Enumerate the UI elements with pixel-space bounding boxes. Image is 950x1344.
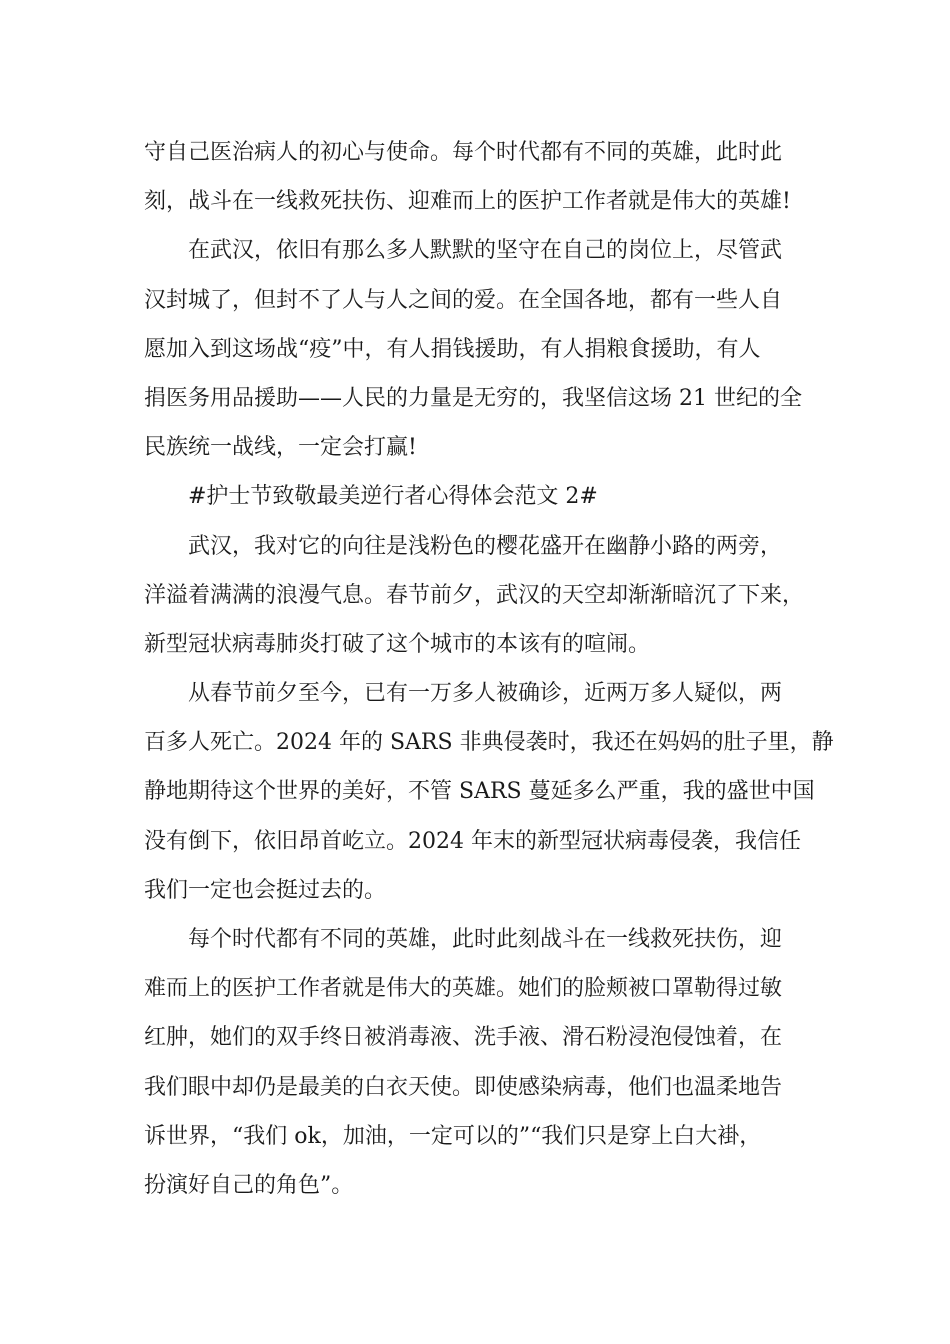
paragraph [144, 522, 814, 670]
text-line: 守自己医治病人的初心与使命。每个时代都有不同的英雄，此时此 [144, 140, 783, 165]
paragraph [144, 915, 814, 1210]
text-line: 民族统一战线，一定会打赢! [144, 435, 417, 461]
text-line: 红肿，她们的双手终日被消毒液、洗手液、滑石粉浸泡侵蚀着，在 [144, 1025, 783, 1051]
paragraph [144, 226, 814, 472]
text-line: 每个时代都有不同的英雄，此时此刻战斗在一线救死扶伤，迎 [188, 927, 783, 952]
text-line: 难而上的医护工作者就是伟大的英雄。她们的脸颊被口罩勒得过敏 [144, 976, 783, 1002]
text-line: 在武汉，依旧有那么多人默默的坚守在自己的岗位上，尽管武 [188, 238, 783, 264]
text-line: 愿加入到这场战“疫”中，有人捐钱援助，有人捐粮食援助，有人 [144, 336, 761, 362]
text-line: 没有倒下，依旧昂首屹立。2024 年末的新型冠状病毒侵袭，我信任 [144, 828, 801, 854]
section-heading [144, 472, 814, 521]
text-line: 扮演好自己的角色”。 [144, 1172, 354, 1198]
text-line: 刻，战斗在一线救死扶伤、迎难而上的医护工作者就是伟大的英雄! [144, 189, 791, 215]
text-line: 静地期待这个世界的美好，不管 SARS 蔓延多么严重，我的盛世中国 [144, 779, 815, 805]
text-line: #护士节致敬最美逆行者心得体会范文 2# [188, 484, 598, 510]
text-line: 武汉，我对它的向往是浅粉色的樱花盛开在幽静小路的两旁， [188, 533, 783, 559]
paragraph [144, 669, 834, 915]
text-line: 新型冠状病毒肺炎打破了这个城市的本该有的喧闹。 [144, 631, 651, 657]
text-line: 捐医务用品援助——人民的力量是无穷的，我坚信这场 21 世纪的全 [144, 385, 802, 411]
document-body [144, 128, 834, 1210]
text-line: 我们一定也会挺过去的。 [144, 877, 387, 903]
text-line: 诉世界，“我们 ok，加油，一定可以的”“我们只是穿上白大褂， [144, 1123, 762, 1149]
text-line: 百多人死亡。2024 年的 SARS 非典侵袭时，我还在妈妈的肚子里，静 [144, 730, 834, 756]
text-line: 洋溢着满满的浪漫气息。春节前夕，武汉的天空却渐渐暗沉了下来， [144, 582, 805, 608]
text-line: 汉封城了，但封不了人与人之间的爱。在全国各地，都有一些人自 [144, 287, 783, 313]
text-line: 从春节前夕至今，已有一万多人被确诊，近两万多人疑似，两 [188, 681, 783, 707]
text-line: 我们眼中却仍是最美的白衣天使。即使感染病毒，他们也温柔地告 [144, 1074, 783, 1100]
paragraph [144, 128, 814, 226]
